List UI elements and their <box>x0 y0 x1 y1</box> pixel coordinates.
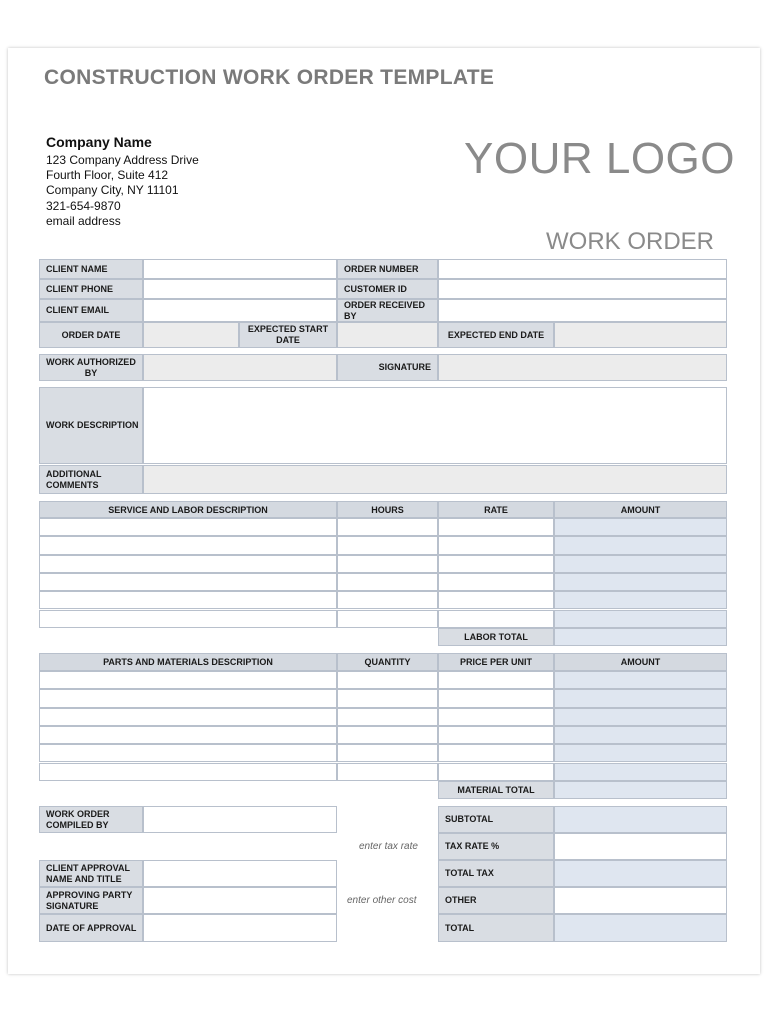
order-received-by-label: ORDER RECEIVED BY <box>337 299 438 322</box>
client-phone-field[interactable] <box>143 279 337 299</box>
material-row-2-amount <box>554 689 727 707</box>
approving-signature-label: APPROVING PARTY SIGNATURE <box>39 887 143 914</box>
material-row-6-qty[interactable] <box>337 763 438 781</box>
material-total-value <box>554 781 727 799</box>
material-total-label: MATERIAL TOTAL <box>438 781 554 799</box>
compiled-by-field[interactable] <box>143 806 337 833</box>
company-name: Company Name <box>46 134 152 150</box>
subtotal-value <box>554 806 727 833</box>
total-label: TOTAL <box>438 914 554 942</box>
material-row-3-rate[interactable] <box>438 708 554 726</box>
labor-row-6-amount <box>554 610 727 628</box>
labor-col-hours: HOURS <box>337 501 438 518</box>
approving-signature-field[interactable] <box>143 887 337 914</box>
expected-end-date-label: EXPECTED END DATE <box>438 322 554 348</box>
labor-row-1-rate[interactable] <box>438 518 554 536</box>
logo-placeholder: YOUR LOGO <box>464 134 735 183</box>
date-of-approval-field[interactable] <box>143 914 337 942</box>
material-row-2-rate[interactable] <box>438 689 554 707</box>
material-row-4-description[interactable] <box>39 726 337 744</box>
material-row-3-amount <box>554 708 727 726</box>
page-title: CONSTRUCTION WORK ORDER TEMPLATE <box>44 66 495 89</box>
total-value <box>554 914 727 942</box>
client-approval-field[interactable] <box>143 860 337 887</box>
expected-start-date-field[interactable] <box>337 322 438 348</box>
expected-start-date-label: EXPECTED START DATE <box>239 322 337 348</box>
material-row-3-qty[interactable] <box>337 708 438 726</box>
labor-row-5-rate[interactable] <box>438 591 554 609</box>
material-row-5-description[interactable] <box>39 744 337 762</box>
labor-col-description: SERVICE AND LABOR DESCRIPTION <box>39 501 337 518</box>
signature-field[interactable] <box>438 354 727 381</box>
additional-comments-label: ADDITIONAL COMMENTS <box>39 465 143 494</box>
order-date-label: ORDER DATE <box>39 322 143 348</box>
client-approval-label: CLIENT APPROVAL NAME AND TITLE <box>39 860 143 887</box>
material-row-1-qty[interactable] <box>337 671 438 689</box>
labor-col-amount: AMOUNT <box>554 501 727 518</box>
labor-row-3-qty[interactable] <box>337 555 438 573</box>
materials-col-description: PARTS AND MATERIALS DESCRIPTION <box>39 653 337 671</box>
labor-row-4-qty[interactable] <box>337 573 438 591</box>
material-row-2-description[interactable] <box>39 689 337 707</box>
labor-row-3-description[interactable] <box>39 555 337 573</box>
material-row-3-description[interactable] <box>39 708 337 726</box>
labor-row-2-amount <box>554 536 727 554</box>
labor-row-5-qty[interactable] <box>337 591 438 609</box>
total-tax-value <box>554 860 727 887</box>
other-label: OTHER <box>438 887 554 914</box>
company-address-line-1: 123 Company Address Drive <box>46 153 199 167</box>
labor-row-5-amount <box>554 591 727 609</box>
labor-row-1-description[interactable] <box>39 518 337 536</box>
order-received-by-field[interactable] <box>438 299 727 322</box>
client-email-label: CLIENT EMAIL <box>39 299 143 322</box>
material-row-6-amount <box>554 763 727 781</box>
labor-row-4-amount <box>554 573 727 591</box>
order-number-label: ORDER NUMBER <box>337 259 438 279</box>
labor-row-1-qty[interactable] <box>337 518 438 536</box>
material-row-6-rate[interactable] <box>438 763 554 781</box>
customer-id-label: CUSTOMER ID <box>337 279 438 299</box>
order-date-field[interactable] <box>143 322 239 348</box>
work-description-field[interactable] <box>143 387 727 464</box>
total-tax-label: TOTAL TAX <box>438 860 554 887</box>
other-field[interactable] <box>554 887 727 914</box>
labor-row-2-qty[interactable] <box>337 536 438 554</box>
materials-col-amount: AMOUNT <box>554 653 727 671</box>
labor-total-label: LABOR TOTAL <box>438 628 554 646</box>
labor-row-4-description[interactable] <box>39 573 337 591</box>
compiled-by-label: WORK ORDER COMPILED BY <box>39 806 143 833</box>
materials-col-quantity: QUANTITY <box>337 653 438 671</box>
additional-comments-field[interactable] <box>143 465 727 494</box>
material-row-1-amount <box>554 671 727 689</box>
work-order-label: WORK ORDER <box>546 228 714 255</box>
company-email: email address <box>46 214 121 228</box>
tax-rate-field[interactable] <box>554 833 727 860</box>
material-row-4-qty[interactable] <box>337 726 438 744</box>
material-row-1-description[interactable] <box>39 671 337 689</box>
company-city: Company City, NY 11101 <box>46 183 179 197</box>
material-row-5-rate[interactable] <box>438 744 554 762</box>
labor-row-3-rate[interactable] <box>438 555 554 573</box>
labor-row-2-rate[interactable] <box>438 536 554 554</box>
client-phone-label: CLIENT PHONE <box>39 279 143 299</box>
material-row-5-qty[interactable] <box>337 744 438 762</box>
labor-row-6-rate[interactable] <box>438 610 554 628</box>
work-authorized-by-label: WORK AUTHORIZED BY <box>39 354 143 381</box>
expected-end-date-field[interactable] <box>554 322 727 348</box>
labor-total-value <box>554 628 727 646</box>
company-phone: 321-654-9870 <box>46 199 121 213</box>
labor-row-2-description[interactable] <box>39 536 337 554</box>
client-name-label: CLIENT NAME <box>39 259 143 279</box>
labor-row-3-amount <box>554 555 727 573</box>
material-row-4-rate[interactable] <box>438 726 554 744</box>
labor-row-1-amount <box>554 518 727 536</box>
tax-rate-label: TAX RATE % <box>438 833 554 860</box>
labor-row-6-qty[interactable] <box>337 610 438 628</box>
order-number-field[interactable] <box>438 259 727 279</box>
date-of-approval-label: DATE OF APPROVAL <box>39 914 143 942</box>
signature-label: SIGNATURE <box>337 354 438 381</box>
work-description-label: WORK DESCRIPTION <box>39 387 143 464</box>
material-row-6-description[interactable] <box>39 763 337 781</box>
other-cost-hint: enter other cost <box>347 895 417 906</box>
material-row-5-amount <box>554 744 727 762</box>
client-email-field[interactable] <box>143 299 337 322</box>
materials-col-price: PRICE PER UNIT <box>438 653 554 671</box>
labor-row-4-rate[interactable] <box>438 573 554 591</box>
material-row-1-rate[interactable] <box>438 671 554 689</box>
labor-row-5-description[interactable] <box>39 591 337 609</box>
labor-col-rate: RATE <box>438 501 554 518</box>
work-authorized-by-field[interactable] <box>143 354 337 381</box>
client-name-field[interactable] <box>143 259 337 279</box>
labor-row-6-description[interactable] <box>39 610 337 628</box>
material-row-4-amount <box>554 726 727 744</box>
material-row-2-qty[interactable] <box>337 689 438 707</box>
customer-id-field[interactable] <box>438 279 727 299</box>
subtotal-label: SUBTOTAL <box>438 806 554 833</box>
company-address-line-2: Fourth Floor, Suite 412 <box>46 168 169 182</box>
tax-rate-hint: enter tax rate <box>359 841 418 852</box>
